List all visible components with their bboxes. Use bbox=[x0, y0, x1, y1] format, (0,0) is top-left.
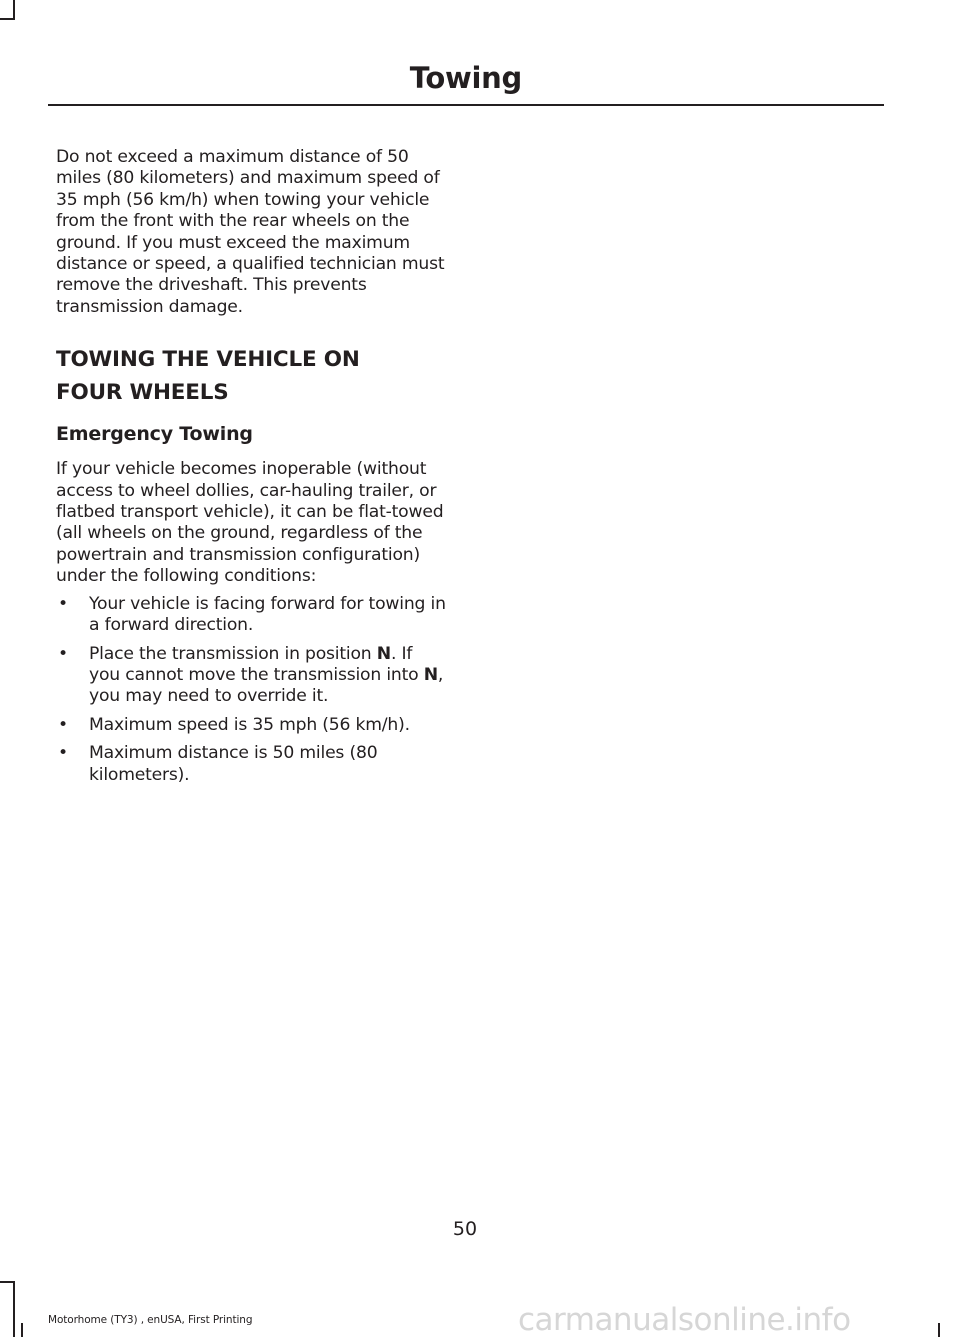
subheading-emergency-towing: Emergency Towing bbox=[56, 423, 253, 446]
bullet-icon: • bbox=[58, 643, 68, 664]
list-item-text: Maximum speed is 35 mph (56 km/h). bbox=[89, 714, 410, 735]
list-item bbox=[56, 644, 448, 708]
section-heading-line-2: FOUR WHEELS bbox=[56, 379, 229, 405]
bullet-icon: • bbox=[58, 743, 68, 764]
header-rule bbox=[48, 104, 884, 106]
bullet-icon: • bbox=[58, 714, 68, 735]
watermark-text: carmanualsonline.info bbox=[518, 1302, 851, 1338]
list-item bbox=[56, 715, 448, 736]
list-item-text: Your vehicle is facing forward for towing in a forward direction. bbox=[89, 593, 446, 636]
content-column bbox=[56, 147, 448, 793]
list-item-text-part-1: Place the transmission in position bbox=[89, 643, 377, 664]
crop-mark-bottom-right bbox=[938, 1323, 940, 1337]
list-item-text-part-3: , you may need to override it. bbox=[89, 664, 444, 707]
list-item-text: Maximum distance is 50 miles (80 kilometers). bbox=[89, 743, 378, 785]
emergency-towing-paragraph: If your vehicle becomes inoperable (without access to wheel dollies, car-hauling trailer, or flatbed transport vehicle), it can be flat-towed (all wheels on the ground, regardless of the powertrain and transmission configuration) under the following conditions: bbox=[56, 459, 444, 587]
crop-mark-top-left-horizontal bbox=[0, 18, 15, 20]
section-heading bbox=[56, 344, 448, 409]
crop-mark-bottom-left-inner bbox=[21, 1323, 23, 1337]
section-heading-line-1: TOWING THE VEHICLE ON bbox=[56, 347, 360, 373]
intro-paragraph: Do not exceed a maximum distance of 50 miles (80 kilometers) and maximum speed of 35 mph (56 km/h) when towing your vehicle from the front with the rear wheels on the ground. If you must exceed the maximum distance or speed, a qualified technician must remove the driveshaft. This prevents transmission damage. bbox=[56, 147, 445, 317]
page-title: Towing bbox=[409, 61, 522, 95]
list-item bbox=[56, 743, 448, 786]
bullet-icon: • bbox=[58, 593, 68, 614]
list-item-text-part-2: . If you cannot move the transmission into bbox=[89, 643, 424, 685]
gear-position-n: N bbox=[423, 664, 438, 685]
conditions-list bbox=[56, 594, 448, 786]
page-number: 50 bbox=[452, 1218, 478, 1240]
list-item bbox=[56, 594, 448, 637]
crop-mark-bottom-left bbox=[13, 1281, 15, 1337]
gear-position-n: N bbox=[376, 643, 391, 664]
crop-mark-top-left bbox=[13, 0, 15, 20]
crop-mark-bottom-left-horizontal bbox=[0, 1281, 15, 1283]
publication-info: Motorhome (TY3) , enUSA, First Printing bbox=[48, 1314, 253, 1326]
